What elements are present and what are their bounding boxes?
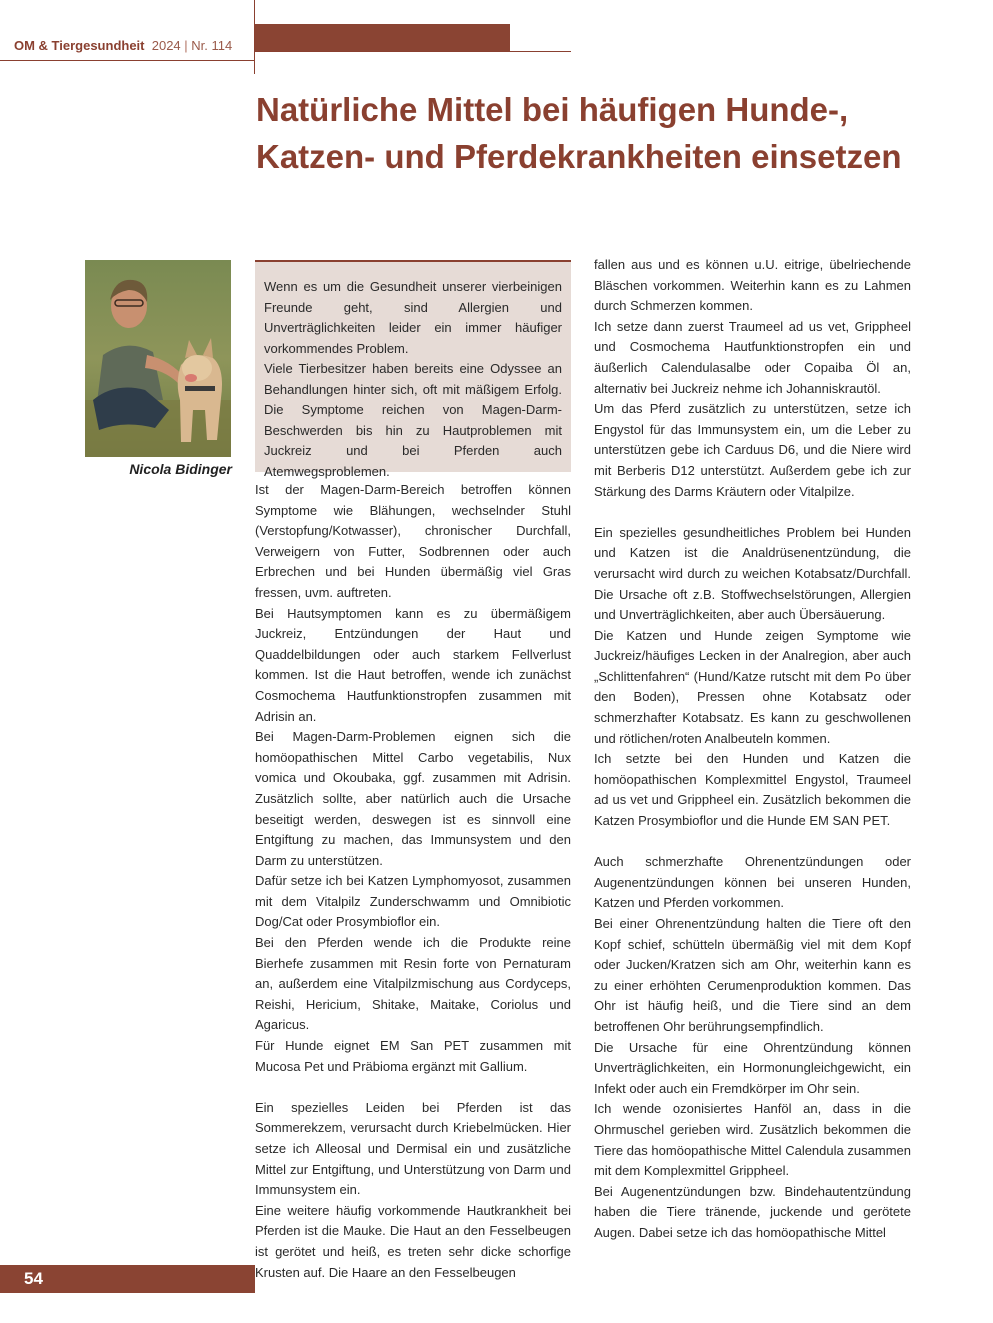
page-number: 54	[24, 1269, 43, 1288]
intro-paragraph: Wenn es um die Gesundheit unserer vierbeinigen Freunde geht, sind Allergien und Unverträglichkeiten leider ein immer häufiger vorkommendes Problem.	[264, 279, 562, 356]
body-paragraph: Ich wende ozonisiertes Hanföl an, dass in die Ohrmuschel gerieben wird. Zusätzlich bekommen die Tiere das homöopathische Mittel Calendula zusammen mit dem Komplexmittel Grippheel.	[594, 1101, 911, 1179]
photo-caption: Nicola Bidinger	[129, 461, 232, 477]
header-color-bar	[255, 24, 510, 51]
body-paragraph: Bei Hautsymptomen kann es zu übermäßigem Juckreiz, Entzündungen der Haut und Quaddelbildungen oder auch starkem Fellverlust kommen. Ist die Haut betroffen, wende ich zunächst Cosmochema Hautfunktionstropfen zusammen mit Adrisin an.	[255, 605, 571, 724]
article-title: Natürliche Mittel bei häufigen Hunde-, Katzen- und Pferdekrankheiten einsetzen	[256, 91, 902, 175]
body-paragraph: Die Ursache für eine Ohrentzündung können Unverträglichkeiten, ein Hormonungleichgewicht, ein Infekt oder auch ein Fremdkörper im Ohr sein.	[594, 1039, 911, 1096]
issue-year: 2024	[151, 38, 181, 53]
body-paragraph: Bei einer Ohrenentzündung halten die Tiere oft den Kopf schief, schütteln übermäßig viel mit dem Kopf oder Jucken/Kratzen sich am Ohr, weiterhin kann es zu einer erhöhten Cerumenproduktion kommen. Das Ohr ist häufig heiß, und die Tiere sind an dem betroffenen Ohr berührungsempfindlich.	[594, 916, 911, 1034]
header-separator: |	[184, 38, 188, 53]
header-rule	[255, 51, 571, 52]
magazine-name: OM & Tiergesundheit	[14, 38, 145, 53]
header-underline	[0, 60, 254, 61]
body-column-right	[594, 255, 911, 1244]
body-paragraph: Dafür setze ich bei Katzen Lymphomyosot, zusammen mit dem Vitalpilz Zunderschwamm und Omnibiotic Dog/Cat oder Prosymbioflor ein.	[255, 873, 571, 930]
body-paragraph: Auch schmerzhafte Ohrenentzündungen oder Augenentzündungen können bei unseren Hunden, Katzen und Pferden vorkommen.	[594, 854, 911, 911]
body-paragraph: Ist der Magen-Darm-Bereich betroffen können Symptome wie Blähungen, wechselnder Stuhl (Verstopfung/Kotwasser), chronischer Durchfall, Verweigern von Futter, Sodbrennen oder auch Erbrechen und bei Hunden übermäßig viel Gras fressen, uvm. auftreten.	[255, 482, 571, 600]
body-paragraph: Bei den Pferden wende ich die Produkte reine Bierhefe zusammen mit Resin forte von Pernaturam an, außerdem eine Vitalpilzmischung aus Cordyceps, Reishi, Hericium, Shitake, Maitake, Coriolus und Agaricus.	[255, 935, 571, 1033]
issue-number: Nr. 114	[191, 38, 233, 53]
body-column-left	[255, 480, 571, 1283]
body-paragraph: Die Katzen und Hunde zeigen Symptome wie Juckreiz/häufiges Lecken in der Analregion, aber auch „Schlittenfahren“ (Hund/Katze rutscht mit dem Po über den Boden), Pressen ohne Kotabsatz oder schmerzhafter Kotabsatz. Es kann zu geschwollenen und rötlichen/roten Analbeuteln kommen.	[594, 627, 911, 746]
body-paragraph: Bei Magen-Darm-Problemen eignen sich die homöopathischen Mittel Carbo vegetabilis, Nux vomica und Okoubaka, ggf. zusammen mit Adrisin. Zusätzlich sollte, aber natürlich auch die Ursache beseitigt werden, deswegen ist es sinnvoll eine Entgiftung zu machen, das Immunsystem und den Darm zu unterstützen.	[255, 729, 571, 868]
body-paragraph: Ein spezielles gesundheitliches Problem bei Hunden und Katzen ist die Analdrüsenentzündung, die verursacht wird durch zu weichen Kotabsatz/Durchfall. Die Ursache oft z.B. Stoffwechselstörungen, Allergien und Unverträglichkeiten, aber auch Übersäuerung.	[594, 524, 911, 623]
body-paragraph: Bei Augenentzündungen bzw. Bindehautentzündung haben die Tiere tränende, juckende und gerötete Augen. Dabei setze ich das homöopathische Mittel	[594, 1183, 911, 1240]
body-paragraph: Ich setzte bei den Hunden und Katzen die homöopathischen Komplexmittel Engystol, Traumeel ad us vet und Grippheel ein. Zusätzlich bekommen die Katzen Prosymbioflor und die Hunde EM SAN PET.	[594, 751, 911, 829]
intro-paragraph: Viele Tierbesitzer haben bereits eine Odyssee an Behandlungen hinter sich, oft mit mäßigem Erfolg. Die Symptome reichen von Magen-Darm-Beschwerden bis hin zu Hautproblemen mit Juckreiz und bei Pferden auch Atemwegsproblemen.	[264, 361, 562, 479]
body-paragraph: Ein spezielles Leiden bei Pferden ist das Sommerekzem, verursacht durch Kriebelmücken. Hier setze ich Alleosal und Dermisal ein und zusätzliche Mittel zur Entgiftung, und Unterstützung von Darm und Immunsystem ein.	[255, 1099, 571, 1198]
body-paragraph: Ich setze dann zuerst Traumeel ad us vet, Grippheel und Cosmochema Hautfunktionstropfen ein und äußerlich Calendulasalbe oder Copaiba Öl an, alternativ bei Juckreiz nehme ich Johanniskrautöl.	[594, 318, 911, 396]
body-paragraph: Um das Pferd zusätzlich zu unterstützen, setze ich Engystol für das Immunsystem ein, um die Leber zu unterstützen gebe ich Carduus D6, und die Niere wird mit Berberis D12 unterstützt. Außerdem gebe ich zur Stärkung des Darms Kräutern oder Vitalpilze.	[594, 401, 911, 499]
body-paragraph: Für Hunde eignet EM San PET zusammen mit Mucosa Pet und Präbioma ergänzt mit Gallium.	[255, 1038, 571, 1074]
body-paragraph: fallen aus und es können u.U. eitrige, übelriechende Bläschen vorkommen. Weiterhin kann es zu Lahmen durch Schmerzen kommen.	[594, 257, 911, 314]
intro-box	[255, 260, 571, 479]
running-header	[14, 38, 232, 53]
author-photo	[85, 260, 231, 457]
body-paragraph: Eine weitere häufig vorkommende Hautkrankheit bei Pferden ist die Mauke. Die Haut an den Fesselbeugen ist gerötet und heiß, es treten sehr dicke schorfige Krusten auf. Die Haare an den Fesselbeugen	[255, 1202, 571, 1280]
